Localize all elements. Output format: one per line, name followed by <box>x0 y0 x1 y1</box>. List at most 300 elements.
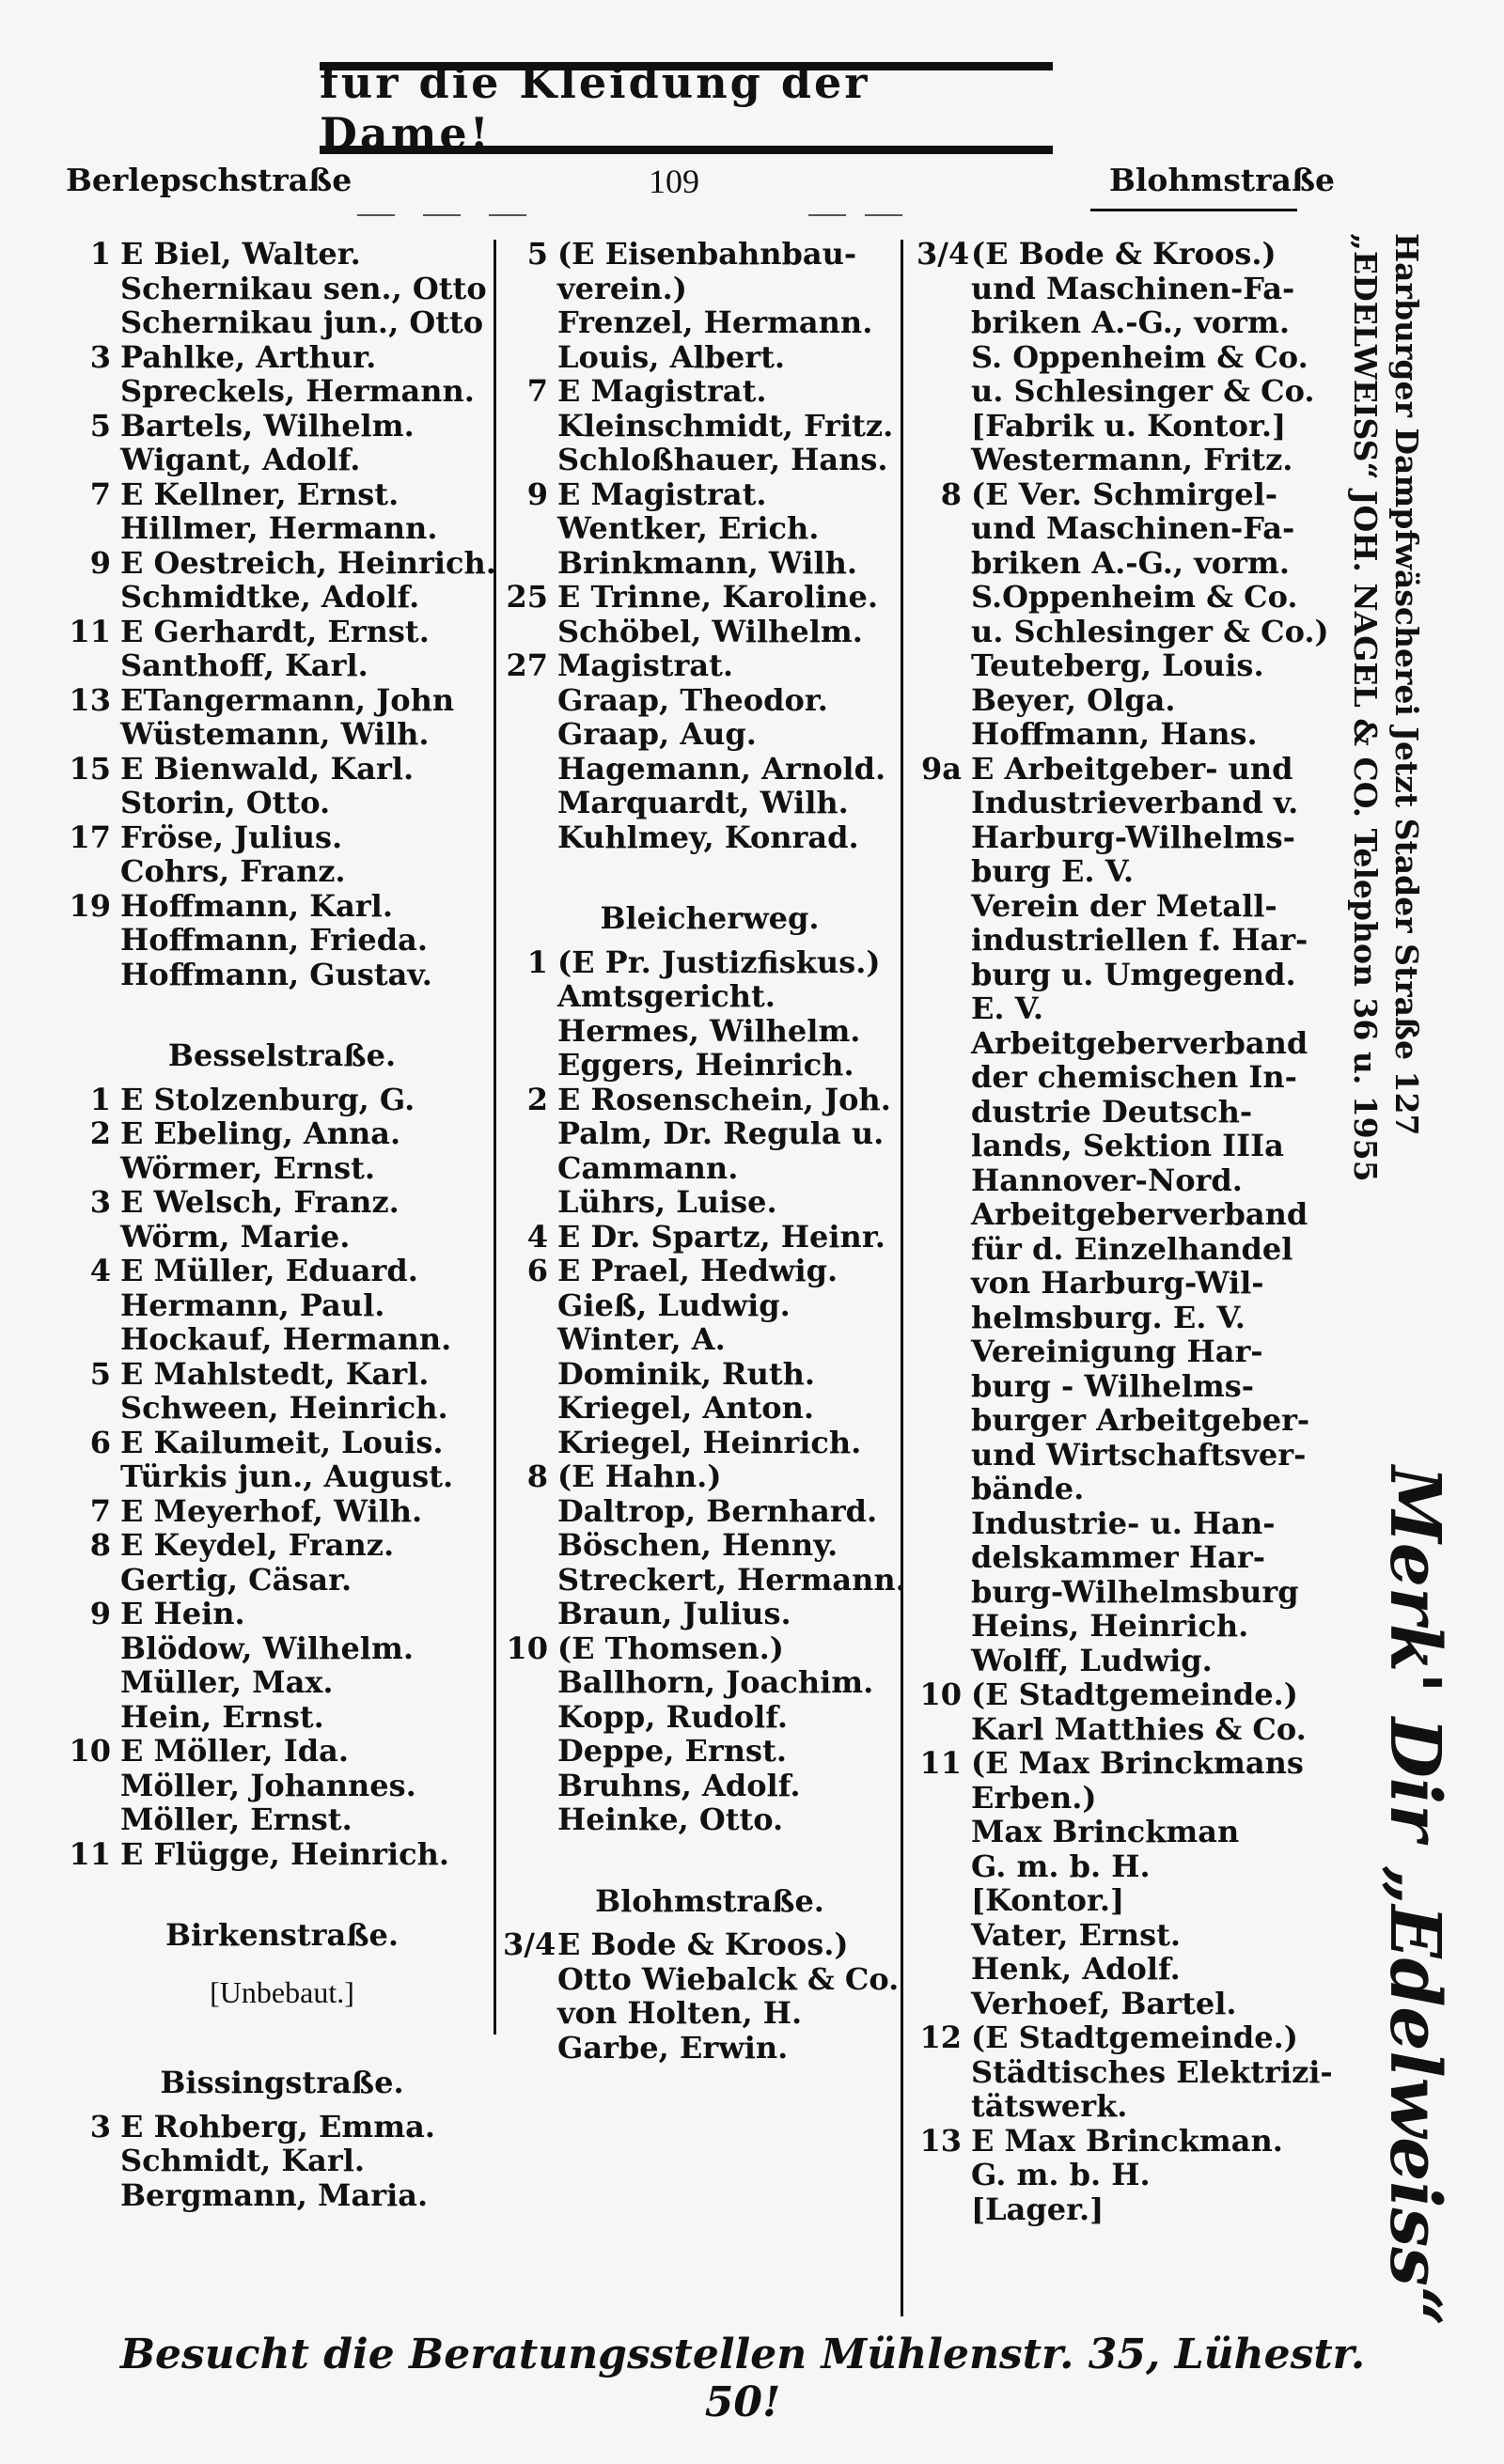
resident-name: Schernikau jun., Otto <box>120 304 484 340</box>
list-item <box>503 1563 916 1598</box>
resident-name: Louis, Albert. <box>557 338 786 375</box>
resident-name: burger Arbeitgeber- <box>971 1402 1310 1438</box>
resident-name: delskammer Har- <box>971 1539 1265 1575</box>
list-item <box>503 2031 916 2066</box>
list-item <box>66 717 498 752</box>
list-item <box>916 1849 1330 1884</box>
house-number: 5 <box>89 407 111 444</box>
resident-name: burg - Wilhelms- <box>971 1367 1255 1404</box>
list-item <box>66 1391 498 1426</box>
list-item <box>66 409 498 444</box>
resident-name: Heins, Heinrich. <box>971 1608 1249 1644</box>
list-item <box>66 511 498 546</box>
house-number <box>503 1734 557 1769</box>
list-item <box>916 443 1330 477</box>
resident-name: u. Schlesinger & Co.) <box>971 613 1329 649</box>
list-item <box>503 340 916 375</box>
house-number <box>503 1494 557 1529</box>
resident-name: von Harburg-Wil- <box>971 1265 1264 1301</box>
house-number: 9 <box>526 476 548 512</box>
resident-name: E Max Brinckman. <box>971 2122 1283 2159</box>
header-dash <box>357 214 395 216</box>
house-number: 9 <box>89 1596 111 1631</box>
resident-name: Amtsgericht. <box>557 978 776 1014</box>
ad-line-1: Harburger Dampfwäscherei Jetzt Stader Straße 127 <box>1388 233 1425 1136</box>
resident-name: Hermann, Paul. <box>120 1287 385 1323</box>
resident-name: Vereinigung Har- <box>971 1333 1263 1369</box>
resident-name: Hein, Ernst. <box>120 1698 324 1735</box>
list-item <box>916 1712 1330 1747</box>
list-item <box>503 1927 916 1962</box>
list-item <box>916 1575 1330 1610</box>
resident-name: (E Max Brinckmans <box>971 1745 1304 1781</box>
resident-name: Streckert, Hermann. <box>557 1561 906 1598</box>
list-item <box>503 1996 916 2031</box>
resident-name: E Kailumeit, Louis. <box>120 1424 444 1460</box>
house-number <box>503 1597 557 1631</box>
house-number <box>916 1883 971 1918</box>
list-item <box>503 1597 916 1631</box>
house-number: 9 <box>89 544 111 581</box>
house-number <box>916 374 971 409</box>
house-number: 3 <box>89 1184 111 1220</box>
list-item <box>503 272 916 306</box>
list-item <box>503 615 916 649</box>
house-number <box>916 1540 971 1575</box>
list-item <box>916 340 1330 375</box>
list-item <box>916 683 1330 718</box>
list-item <box>916 717 1330 752</box>
resident-name: E Rohberg, Emma. <box>120 2108 435 2144</box>
resident-name: Kuhlmey, Konrad. <box>557 819 859 855</box>
house-number <box>916 1301 971 1335</box>
resident-name: Cammann. <box>557 1149 739 1186</box>
list-item <box>503 580 916 615</box>
list-item <box>66 1151 498 1186</box>
resident-name: Ballhorn, Joachim. <box>557 1664 874 1700</box>
list-item <box>66 2110 498 2144</box>
resident-name: Magistrat. <box>557 647 733 683</box>
resident-name: (E Bode & Kroos.) <box>971 236 1277 272</box>
resident-name: Dominik, Ruth. <box>557 1355 816 1392</box>
resident-name: (E Eisenbahnbau- <box>557 236 857 272</box>
house-number <box>503 546 557 581</box>
resident-name: Verhoef, Bartel. <box>971 1985 1237 2021</box>
resident-name: briken A.-G., vorm. <box>971 544 1290 581</box>
list-item <box>66 340 498 375</box>
house-number <box>916 1095 971 1130</box>
resident-name: Max Brinckman <box>971 1814 1240 1849</box>
resident-name: Braun, Julius. <box>557 1596 791 1631</box>
resident-name: u. Schlesinger & Co. <box>971 373 1315 409</box>
resident-name: burg-Wilhelmsburg <box>971 1573 1299 1610</box>
resident-name: Hoffmann, Gustav. <box>120 956 432 992</box>
list-item <box>916 546 1330 581</box>
resident-name: Teuteberg, Louis. <box>971 647 1264 683</box>
list-item <box>916 923 1330 958</box>
list-item <box>66 820 498 855</box>
house-number <box>916 2055 971 2090</box>
house-number <box>916 1952 971 1987</box>
house-number <box>916 683 971 718</box>
list-item <box>66 1220 498 1255</box>
resident-name: tätswerk. <box>971 2088 1128 2124</box>
house-number <box>503 305 557 340</box>
list-item <box>916 1472 1330 1506</box>
house-number: 1 <box>89 1081 111 1117</box>
list-item <box>66 1563 498 1598</box>
house-number <box>916 1197 971 1232</box>
list-item <box>916 1438 1330 1473</box>
house-number <box>503 1700 557 1735</box>
header-dash <box>423 214 461 216</box>
resident-name: E Rosenschein, Joh. <box>557 1081 891 1117</box>
resident-name: für d. Einzelhandel <box>971 1230 1293 1267</box>
house-number <box>66 443 120 477</box>
resident-name: briken A.-G., vorm. <box>971 304 1290 340</box>
house-number <box>503 820 557 855</box>
house-number <box>916 1438 971 1473</box>
house-number: 3/4 <box>503 1926 556 1962</box>
resident-name: lands, Sektion IIIa <box>971 1128 1284 1163</box>
house-number <box>66 511 120 546</box>
resident-name: Westermann, Fritz. <box>971 442 1293 477</box>
resident-name: S.Oppenheim & Co. <box>971 579 1298 615</box>
resident-name: Möller, Johannes. <box>120 1767 416 1803</box>
house-number: 7 <box>526 373 548 409</box>
resident-name: helmsburg. E. V. <box>971 1299 1246 1335</box>
resident-name: Kriegel, Anton. <box>557 1390 814 1426</box>
house-number: 4 <box>526 1218 548 1255</box>
house-number <box>66 1151 120 1186</box>
house-number: 11 <box>69 1835 111 1872</box>
house-number <box>66 1665 120 1700</box>
list-item <box>503 1116 916 1151</box>
resident-name: (E Thomsen.) <box>557 1630 784 1666</box>
resident-name: G. m. b. H. <box>971 2157 1151 2192</box>
list-item <box>503 374 916 409</box>
list-item <box>503 1151 916 1186</box>
house-number <box>503 1996 557 2031</box>
list-item <box>503 1769 916 1803</box>
list-item <box>66 1426 498 1460</box>
list-item <box>503 1357 916 1392</box>
list-item <box>503 1962 916 1997</box>
birken-note: [Unbebaut.] <box>210 1974 354 2009</box>
list-item <box>916 1609 1330 1644</box>
house-number <box>916 1712 971 1747</box>
list-item <box>503 1322 916 1357</box>
resident-name: E Welsch, Franz. <box>120 1184 400 1220</box>
house-number <box>503 1391 557 1426</box>
column-2 <box>503 237 916 2065</box>
house-number: 4 <box>89 1253 111 1288</box>
list-item <box>503 820 916 855</box>
resident-name: Deppe, Ernst. <box>557 1733 787 1769</box>
resident-name: [Fabrik u. Kontor.] <box>971 407 1287 444</box>
resident-name: Wörm, Marie. <box>120 1218 351 1255</box>
list-item <box>503 1802 916 1837</box>
resident-name: G. m. b. H. <box>971 1848 1151 1884</box>
house-number <box>916 889 971 924</box>
house-number: 3 <box>89 338 111 375</box>
section-title-bleicher: Bleicherweg. <box>600 900 820 936</box>
house-number <box>66 1802 120 1837</box>
house-number <box>916 2089 971 2124</box>
resident-name: bände. <box>971 1471 1085 1506</box>
resident-name: Möller, Ernst. <box>120 1801 352 1837</box>
resident-name: Schmidtke, Adolf. <box>120 579 420 615</box>
house-number: 19 <box>69 887 111 924</box>
house-number <box>916 923 971 958</box>
resident-name: (E Stadtgemeinde.) <box>971 2020 1298 2055</box>
list-item <box>503 1734 916 1769</box>
footer-advertisement: Besucht die Beratungsstellen Mühlenstr. 35, Lühestr. 50! <box>119 2331 1366 2426</box>
list-item <box>503 683 916 718</box>
house-number: 27 <box>506 647 548 683</box>
list-item <box>66 1631 498 1666</box>
house-number: 3/4 <box>916 236 970 272</box>
list-item <box>916 889 1330 924</box>
list-item <box>916 1334 1330 1369</box>
bleicher-entries <box>503 945 916 1837</box>
house-number <box>66 1220 120 1255</box>
house-number <box>66 1391 120 1426</box>
list-item <box>66 648 498 683</box>
resident-name: Gieß, Ludwig. <box>557 1287 791 1323</box>
house-number <box>916 1815 971 1849</box>
house-number <box>503 1563 557 1598</box>
resident-name: E Magistrat. <box>557 373 767 409</box>
list-item <box>66 1802 498 1837</box>
list-item <box>916 1952 1330 1987</box>
resident-name: (E Ver. Schmirgel- <box>971 476 1278 512</box>
house-number <box>66 1769 120 1803</box>
house-number: 10 <box>919 1676 962 1712</box>
house-number <box>916 272 971 306</box>
top-banner: für die Kleidung der Dame! <box>320 62 1053 154</box>
resident-name: Kriegel, Heinrich. <box>557 1424 862 1460</box>
resident-name: Kleinschmidt, Fritz. <box>557 407 894 444</box>
resident-name: Schernikau sen., Otto <box>120 270 487 306</box>
house-number <box>503 1048 557 1083</box>
house-number <box>916 1129 971 1163</box>
house-number: 5 <box>89 1355 111 1392</box>
house-number: 13 <box>69 681 111 718</box>
house-number <box>916 1506 971 1541</box>
resident-name: Palm, Dr. Regula u. <box>557 1115 885 1151</box>
house-number <box>66 717 120 752</box>
house-number <box>916 1781 971 1816</box>
list-item <box>66 1700 498 1735</box>
list-item <box>916 1677 1330 1712</box>
house-number: 11 <box>69 613 111 649</box>
list-item <box>503 1700 916 1735</box>
list-item <box>916 1197 1330 1232</box>
resident-name: Otto Wiebalck & Co. <box>557 1960 900 1997</box>
list-item <box>916 786 1330 820</box>
ad-line-2: „EDELWEISS“ JOH. NAGEL & CO. Telephon 36 u. 1955 <box>1347 233 1384 1182</box>
list-item <box>503 1426 916 1460</box>
list-item <box>503 237 916 272</box>
resident-name: Fröse, Julius. <box>120 819 343 855</box>
resident-name: Spreckels, Hermann. <box>120 373 475 409</box>
resident-name: burg E. V. <box>971 853 1135 889</box>
resident-name: E Keydel, Franz. <box>120 1527 395 1563</box>
house-number <box>66 923 120 958</box>
house-number <box>916 1609 971 1644</box>
house-number <box>503 1665 557 1700</box>
resident-name: Hoffmann, Frieda. <box>120 922 429 958</box>
list-item <box>916 1918 1330 1953</box>
list-item <box>66 477 498 512</box>
list-item <box>503 752 916 787</box>
house-number: 8 <box>89 1527 111 1563</box>
list-item <box>916 1403 1330 1438</box>
list-item <box>503 1459 916 1494</box>
blohm-cont-entries <box>916 236 1333 2227</box>
list-item <box>916 1129 1330 1163</box>
list-item <box>916 1506 1330 1541</box>
house-number <box>916 1060 971 1095</box>
list-item <box>916 854 1330 889</box>
resident-name: Hoffmann, Hans. <box>971 716 1258 752</box>
resident-name: Bergmann, Maria. <box>120 2176 429 2213</box>
list-item <box>503 1665 916 1700</box>
resident-name: Santhoff, Karl. <box>120 647 368 683</box>
list-item <box>503 717 916 752</box>
house-number <box>66 786 120 820</box>
house-number <box>916 648 971 683</box>
house-number <box>66 1631 120 1666</box>
house-number <box>916 854 971 889</box>
resident-name: Cohrs, Franz. <box>120 853 346 889</box>
resident-name: (E Stadtgemeinde.) <box>971 1676 1298 1712</box>
house-number: 8 <box>526 1458 548 1494</box>
list-item <box>66 1734 498 1769</box>
list-item <box>916 305 1330 340</box>
vertical-advertisement <box>1342 233 1427 1455</box>
list-item <box>916 1369 1330 1404</box>
list-item <box>66 1494 498 1529</box>
resident-name: Städtisches Elektrizi- <box>971 2053 1333 2090</box>
list-item <box>503 477 916 512</box>
list-item <box>503 1288 916 1323</box>
list-item <box>916 409 1330 444</box>
list-item <box>503 979 916 1014</box>
list-item <box>503 1254 916 1288</box>
resident-name: Schloßhauer, Hans. <box>557 442 888 477</box>
resident-name: E Meyerhof, Wilh. <box>120 1492 423 1529</box>
resident-name: Bruhns, Adolf. <box>557 1767 801 1803</box>
column-3 <box>916 236 1333 2227</box>
list-item <box>916 580 1330 615</box>
house-number <box>66 2144 120 2178</box>
list-item <box>66 546 498 581</box>
resident-name: dustrie Deutsch- <box>971 1093 1253 1130</box>
house-number <box>916 580 971 615</box>
house-number <box>503 1288 557 1323</box>
list-item <box>503 443 916 477</box>
house-number <box>916 2158 971 2192</box>
list-item <box>916 237 1330 272</box>
resident-name: [Lager.] <box>971 2191 1104 2227</box>
house-number: 9a <box>921 750 962 787</box>
list-item <box>503 1220 916 1255</box>
list-item <box>503 1528 916 1563</box>
resident-name: Daltrop, Bernhard. <box>557 1492 878 1529</box>
list-item <box>66 1083 498 1117</box>
resident-name: Hannover-Nord. <box>971 1162 1243 1198</box>
house-number <box>916 615 971 649</box>
house-number <box>916 786 971 820</box>
resident-name: Verein der Metall- <box>971 887 1277 924</box>
list-item <box>916 1987 1330 2021</box>
resident-name: burg u. Umgegend. <box>971 956 1296 992</box>
house-number <box>66 374 120 409</box>
list-item <box>916 615 1330 649</box>
house-number <box>66 2178 120 2213</box>
resident-name: Wolff, Ludwig. <box>971 1642 1213 1678</box>
house-number <box>66 854 120 889</box>
house-number <box>503 683 557 718</box>
house-number <box>503 1322 557 1357</box>
house-number <box>916 1403 971 1438</box>
list-item <box>916 1026 1330 1061</box>
list-item <box>916 2124 1330 2159</box>
list-item <box>503 1391 916 1426</box>
house-number <box>503 752 557 787</box>
house-number: 25 <box>506 579 548 615</box>
resident-name: Pahlke, Arthur. <box>120 338 377 375</box>
house-number <box>916 546 971 581</box>
list-item <box>916 1644 1330 1678</box>
house-number: 7 <box>89 1492 111 1529</box>
list-item <box>503 648 916 683</box>
list-item <box>66 2144 498 2178</box>
list-item <box>503 786 916 820</box>
resident-name: industriellen f. Har- <box>971 922 1308 958</box>
resident-name: E Oestreich, Heinrich. <box>120 544 496 581</box>
house-number <box>66 580 120 615</box>
resident-name: (E Hahn.) <box>557 1458 722 1494</box>
list-item <box>66 958 498 992</box>
list-item <box>503 1014 916 1049</box>
house-number <box>503 1185 557 1220</box>
resident-name: Arbeitgeberverband <box>971 1024 1308 1061</box>
house-number <box>503 340 557 375</box>
house-number: 10 <box>69 1733 111 1769</box>
house-number <box>916 511 971 546</box>
house-number <box>66 1459 120 1494</box>
list-item <box>503 1494 916 1529</box>
list-item <box>916 2053 1333 2090</box>
resident-name: Hillmer, Hermann. <box>120 510 438 546</box>
list-item <box>503 1185 916 1220</box>
list-item <box>66 374 498 409</box>
list-item <box>916 1232 1330 1267</box>
list-item <box>66 1459 498 1494</box>
house-number: 1 <box>526 943 548 980</box>
house-number <box>66 1700 120 1735</box>
house-number <box>916 1575 971 1610</box>
list-item <box>916 2020 1330 2055</box>
list-item <box>66 305 498 340</box>
resident-name: Harburg-Wilhelms- <box>971 819 1295 855</box>
list-item <box>66 1185 498 1220</box>
list-item <box>503 1083 916 1117</box>
resident-name: Wentker, Erich. <box>557 510 820 546</box>
